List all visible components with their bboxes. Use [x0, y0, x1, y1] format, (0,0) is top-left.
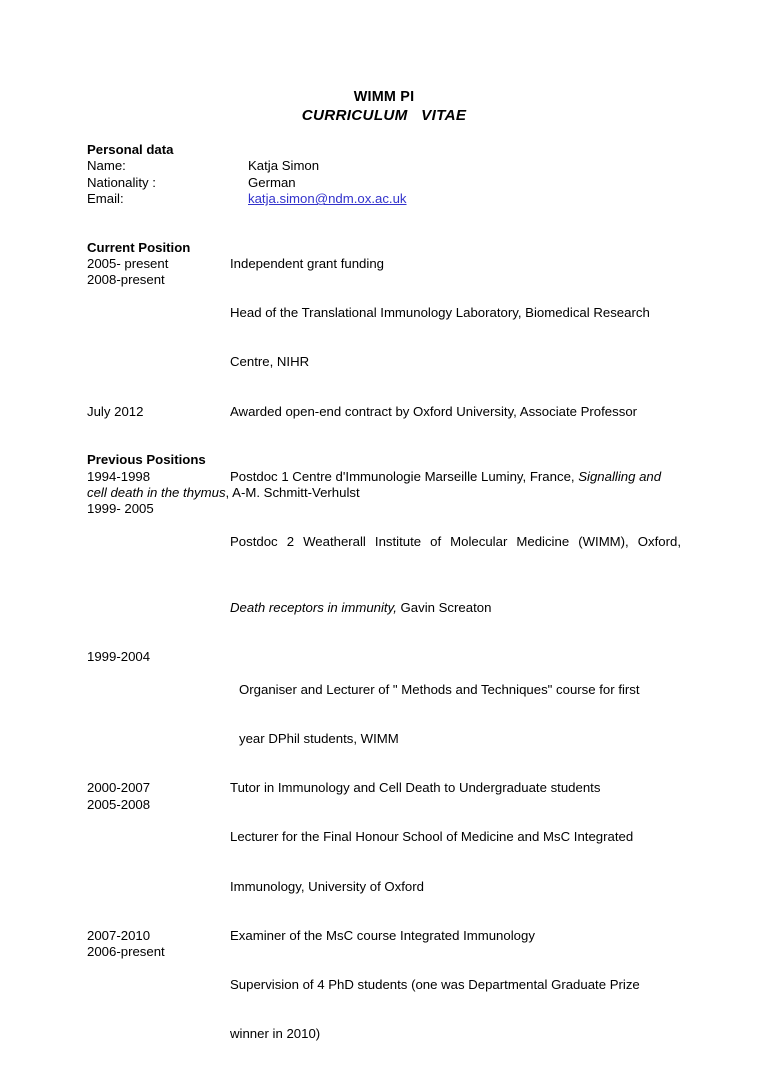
previous-position-entry-1	[87, 469, 681, 502]
row-label: 2005-2008	[87, 796, 151, 812]
row-value-text: , A-M. Schmitt-Verhulst	[225, 484, 360, 500]
row-label: Nationality :	[87, 174, 156, 190]
row-value	[230, 501, 681, 649]
personal-data-row-nationality	[87, 175, 681, 191]
row-value	[230, 272, 681, 403]
row-value-line: winner in 2010)	[230, 1026, 321, 1042]
row-value-line: Immunology, University of Oxford	[230, 878, 424, 894]
section-heading-personal-data: Personal data	[87, 142, 174, 157]
section-current-position	[87, 240, 681, 420]
row-value-line	[230, 600, 681, 616]
section-heading-current-position: Current Position	[87, 239, 191, 255]
previous-position-entry-4	[87, 780, 681, 796]
previous-position-entry-3	[87, 649, 681, 780]
personal-data-row-email	[87, 191, 681, 207]
document-body	[87, 88, 681, 1076]
section-previous-positions	[87, 452, 681, 1075]
row-value: Katja Simon	[248, 158, 320, 174]
row-label: July 2012	[87, 403, 144, 419]
row-value-text: Gavin Screaton	[396, 599, 492, 615]
row-label: 2005- present	[87, 256, 169, 272]
row-value-line: Organiser and Lecturer of " Methods and Techniques" course for first	[239, 681, 640, 697]
email-link[interactable]: katja.simon@ndm.ox.ac.uk	[248, 191, 407, 207]
row-label: 2008-present	[87, 272, 165, 288]
personal-data-row-name	[87, 158, 681, 174]
row-label: Name:	[87, 158, 126, 174]
current-position-row-2	[87, 272, 681, 403]
row-value	[230, 944, 681, 1075]
row-label: 2000-2007	[87, 780, 151, 796]
row-value: Tutor in Immunology and Cell Death to Undergraduate students	[230, 780, 601, 796]
row-label: 2006-present	[87, 944, 165, 960]
row-value: Independent grant funding	[230, 256, 384, 272]
row-label: 1999- 2005	[87, 501, 154, 517]
current-position-row-3	[87, 404, 681, 420]
previous-position-entry-5	[87, 797, 681, 928]
section-spacer	[87, 420, 681, 452]
row-label: 2007-2010	[87, 927, 151, 943]
row-value: German	[248, 174, 296, 190]
row-value	[235, 649, 681, 780]
row-value	[248, 191, 681, 207]
row-value-line: year DPhil students, WIMM	[239, 731, 399, 746]
row-value-line: Supervision of 4 PhD students (one was Departmental Graduate Prize	[230, 977, 640, 993]
row-value-text: Postdoc 1 Centre d'Immunologie Marseille Luminy, France,	[230, 468, 579, 484]
section-spacer	[87, 208, 681, 240]
row-label: Email:	[87, 191, 124, 207]
row-value-line: Centre, NIHR	[230, 354, 310, 370]
row-label: 1999-2004	[87, 648, 151, 664]
row-value	[230, 797, 681, 928]
row-value-italic: Signalling and cell death in the thymus	[87, 468, 662, 500]
page-subtitle: CURRICULUM VITAE	[301, 107, 467, 124]
current-position-row-1	[87, 256, 681, 272]
row-value-line: Head of the Translational Immunology Laboratory, Biomedical Research	[230, 305, 650, 321]
document-title-block	[87, 88, 681, 125]
row-value-line: Lecturer for the Final Honour School of Medicine and MsC Integrated	[230, 829, 634, 845]
section-personal-data	[87, 142, 681, 208]
row-value: Examiner of the MsC course Integrated Immunology	[230, 927, 535, 943]
previous-position-entry-6	[87, 928, 681, 944]
row-value-italic: Death receptors in immunity,	[230, 599, 397, 615]
row-value-line: Postdoc 2 Weatherall Institute of Molecular Medicine (WIMM), Oxford,	[230, 534, 681, 550]
section-heading-previous-positions: Previous Positions	[87, 452, 206, 468]
previous-position-entry-2	[87, 501, 681, 649]
page-title: WIMM PI	[353, 89, 415, 105]
row-value: Awarded open-end contract by Oxford University, Associate Professor	[230, 403, 638, 419]
previous-position-entry-7	[87, 944, 681, 1075]
row-label: 1994-1998	[87, 468, 151, 484]
